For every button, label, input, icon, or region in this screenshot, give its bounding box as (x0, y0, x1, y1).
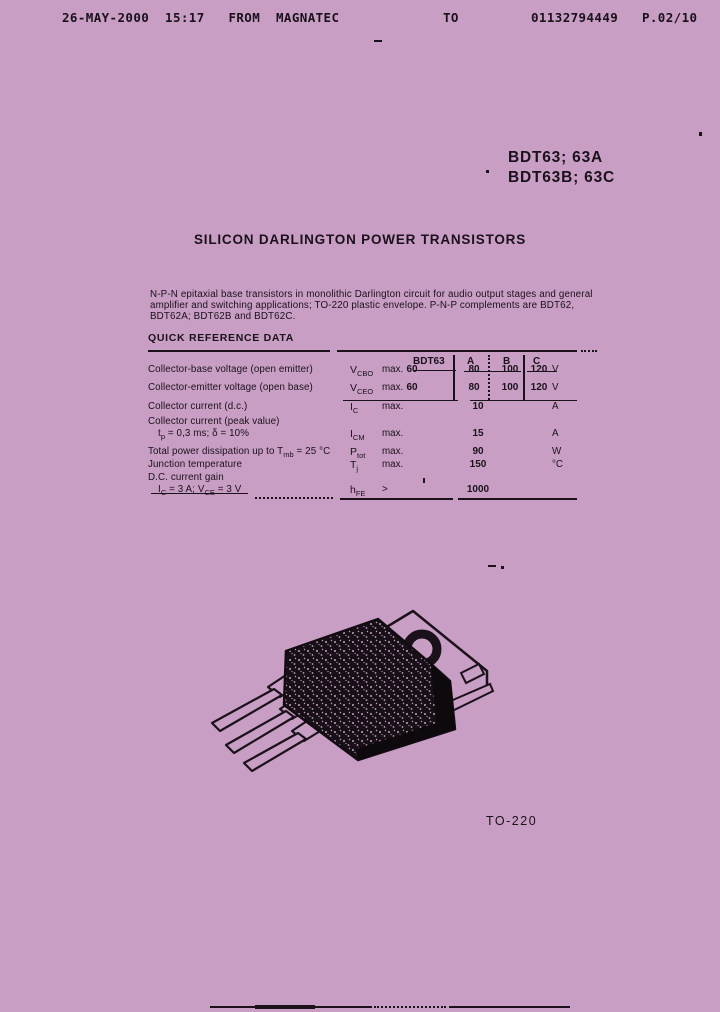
row-label: Collector-emitter voltage (open base) (148, 382, 313, 393)
row-value: 60 (406, 382, 418, 393)
table-rule (255, 497, 333, 499)
row-symbol: $V_{CEO}$ (350, 382, 374, 396)
column-header-a: A (467, 356, 475, 367)
row-label: Total power dissipation up to $T_{mb} = 25$ °C (148, 446, 331, 459)
row-value: 10 (472, 401, 484, 412)
table-divider (453, 355, 455, 400)
row-label: Collector-base voltage (open emitter) (148, 364, 313, 375)
column-header-c: C (533, 356, 541, 367)
row-value: 60 (406, 364, 418, 375)
fax-number-page: 01132794449 P.02/10 (531, 10, 698, 25)
row-symbol: $P_{tot}$ (350, 446, 366, 460)
fax-speck (501, 566, 504, 569)
column-header-bdt63: BDT63 (413, 356, 445, 367)
row-qualifier: > (382, 484, 388, 495)
fax-to-label: TO (443, 10, 459, 25)
row-symbol: $h_{FE}$ (350, 484, 366, 498)
row-symbol: $I_{CM}$ (350, 428, 365, 442)
row-qualifier: max. (382, 428, 404, 439)
table-rule (340, 498, 453, 500)
table-rule (337, 350, 577, 352)
row-condition-label: $t_p = 0,3$ ms; δ = 10% (158, 428, 250, 441)
description-line: N-P-N epitaxial base transistors in monolithic Darlington circuit for audio output stages and general (150, 289, 593, 300)
row-symbol: $I_C$ (350, 401, 359, 415)
fax-speck (488, 565, 496, 567)
row-value: 120 (530, 364, 548, 375)
row-value: 80 (468, 382, 480, 393)
table-rule (581, 350, 597, 352)
to-220-package-illustration (198, 585, 503, 797)
row-symbol: $T_j$ (350, 459, 359, 473)
row-label: Collector current (d.c.) (148, 401, 248, 412)
fax-speck (486, 170, 489, 173)
table-rule (458, 498, 577, 500)
quick-reference-heading: QUICK REFERENCE DATA (148, 332, 295, 344)
device-title-line1: BDT63; 63A (508, 149, 603, 166)
row-value: 100 (501, 364, 519, 375)
row-label: Collector current (peak value) (148, 416, 280, 427)
row-qualifier: max. (382, 382, 404, 393)
row-qualifier: max. (382, 459, 404, 470)
package-name-label: TO-220 (486, 814, 538, 828)
fax-speck (423, 478, 425, 483)
row-label: D.C. current gain (148, 472, 224, 483)
row-qualifier: max. (382, 446, 404, 457)
table-divider (523, 355, 525, 400)
row-unit: V (552, 364, 559, 375)
row-value: 90 (472, 446, 484, 457)
table-rule (148, 350, 330, 352)
scan-line (374, 1006, 446, 1008)
table-divider (488, 355, 490, 400)
row-value: 1000 (466, 484, 490, 495)
description-line: amplifier and switching applications; TO-220 plastic envelope. P-N-P complements are BDT62, (150, 300, 575, 312)
row-unit: V (552, 382, 559, 393)
row-value: 100 (501, 382, 519, 393)
fax-speck (699, 132, 702, 136)
row-value: 150 (469, 459, 487, 470)
row-value: 15 (472, 428, 484, 439)
device-title-line2: BDT63B; 63C (508, 169, 615, 186)
row-qualifier: max. (382, 401, 404, 412)
row-value: 120 (530, 382, 548, 393)
scan-line (449, 1006, 570, 1008)
fax-speck (374, 40, 382, 42)
fax-date-sender: 26-MAY-2000 15:17 FROM MAGNATEC (62, 10, 340, 25)
fax-header (0, 10, 720, 28)
row-value: 80 (468, 364, 480, 375)
description-line: BDT62A; BDT62B and BDT62C. (150, 311, 296, 323)
row-unit: A (552, 401, 559, 412)
row-unit: W (552, 446, 562, 457)
row-symbol: $V_{CBO}$ (350, 364, 374, 378)
row-condition-label: $I_C = 3$ A; $V_{CE} = 3$ V (158, 484, 242, 497)
row-unit: °C (552, 459, 563, 470)
device-title (508, 148, 615, 188)
column-header-b: B (503, 356, 511, 367)
row-unit: A (552, 428, 559, 439)
row-label: Junction temperature (148, 459, 243, 470)
scan-line (255, 1005, 315, 1009)
row-qualifier: max. (382, 364, 404, 375)
description-paragraph (150, 289, 595, 323)
page-title: SILICON DARLINGTON POWER TRANSISTORS (193, 232, 527, 247)
